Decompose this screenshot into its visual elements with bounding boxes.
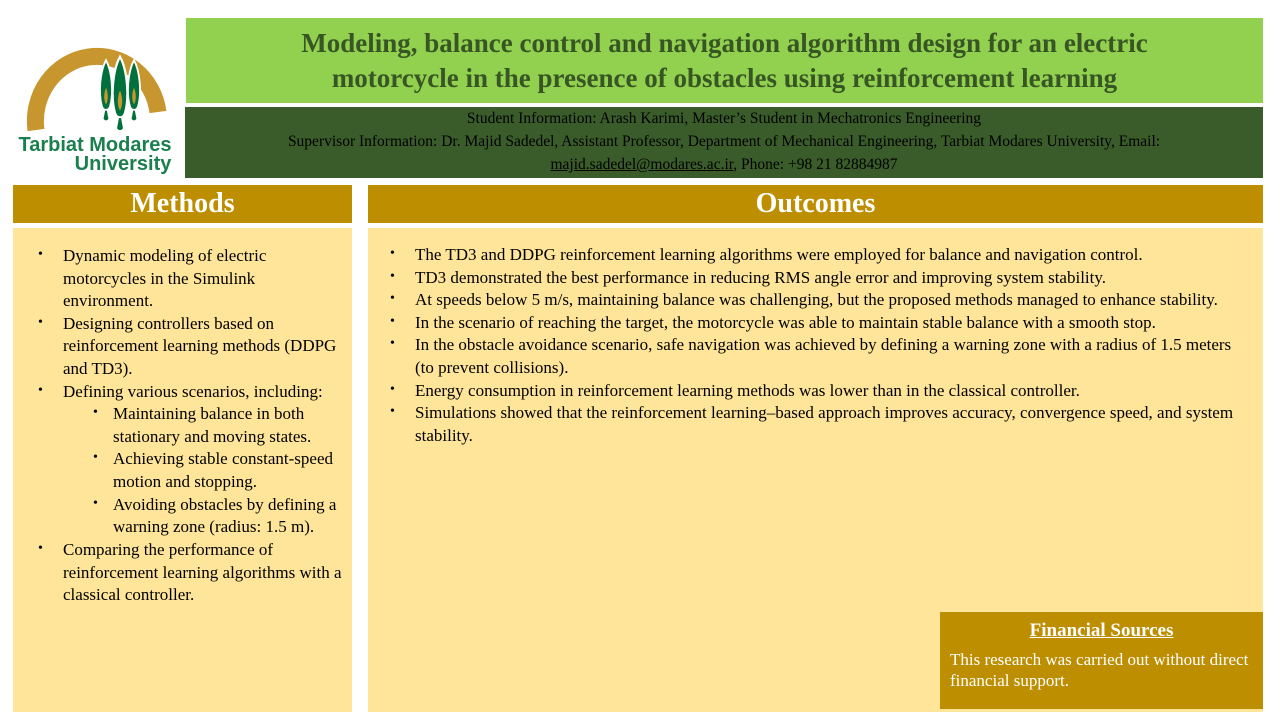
methods-item [38,539,344,607]
info-bar [185,107,1263,178]
bullet-icon: • [390,336,395,352]
methods-item [38,245,344,313]
bullet-icon: • [390,291,395,307]
methods-sub-item-text: Maintaining balance in both stationary and moving states. [113,404,312,446]
outcomes-item-text: The TD3 and DDPG reinforcement learning algorithms were employed for balance and navigation control. [415,245,1143,264]
supervisor-info-line: Supervisor Information: Dr. Majid Sadedel, Assistant Professor, Department of Mechanical Engineering, Tarbiat Modares University, Email: [287,133,1161,151]
bullet-icon: • [390,313,395,329]
contact-info-line [185,154,1263,177]
financial-sources-body: This research was carried out without direct financial support. [950,650,1249,691]
methods-item-text: Dynamic modeling of electric motorcycles in the Simulink environment. [63,246,267,311]
poster-title-bar [186,18,1263,103]
bullet-icon: • [93,495,98,511]
outcomes-item [390,312,1251,335]
bullet-icon: • [38,540,43,556]
bullet-icon: • [93,450,98,466]
outcomes-list [368,228,1263,447]
methods-panel [13,228,352,712]
bullet-icon: • [390,381,395,397]
methods-item-text: Designing controllers based on reinforcement learning methods (DDPG and TD3). [63,313,337,379]
outcomes-item-text: In the obstacle avoidance scenario, safe navigation was achieved by defining a warning zone with a radius of 1.5 meters (to prevent collisions). [415,335,1232,378]
bullet-icon: • [93,405,98,421]
methods-header-label: Methods [130,188,235,219]
bullet-icon: • [38,247,43,262]
methods-sub-item [93,494,344,539]
methods-item [38,313,344,381]
bullet-icon: • [390,246,395,261]
outcomes-header-label: Outcomes [755,188,876,219]
methods-sub-item-text: Avoiding obstacles by defining a warning zone (radius: 1.5 m). [113,494,337,537]
methods-item-text: Comparing the performance of reinforcement learning algorithms with a classical controller. [63,539,342,605]
outcomes-item [390,267,1251,290]
methods-header [13,185,352,223]
outcomes-item [390,244,1251,267]
poster-title-line2: motorcycle in the presence of obstacles using reinforcement learning [331,62,1118,93]
poster-title-line1: Modeling, balance control and navigation algorithm design for an electric [301,27,1148,58]
outcomes-item-text: At speeds below 5 m/s, maintaining balance was challenging, but the proposed methods managed to enhance stability. [415,290,1218,310]
financial-sources-box [940,612,1263,709]
outcomes-item [390,334,1251,379]
tarbiat-modares-logo-icon [10,8,182,180]
bullet-icon: • [390,404,395,420]
methods-item-text: Defining various scenarios, including: [63,381,323,401]
outcomes-item-text: In the scenario of reaching the target, the motorcycle was able to maintain stable balance with a smooth stop. [415,312,1156,332]
methods-item [38,381,344,539]
outcomes-item-text: Energy consumption in reinforcement learning methods was lower than in the classical controller. [415,380,1080,400]
outcomes-item [390,289,1251,312]
outcomes-item [390,402,1251,447]
outcomes-item-text: TD3 demonstrated the best performance in reducing RMS angle error and improving system stability. [415,267,1107,287]
student-info-line: Student Information: Arash Karimi, Master’s Student in Mechatronics Engineering [466,110,982,128]
logo-text-line2: University [74,153,172,175]
methods-sub-item-text: Achieving stable constant-speed motion and stopping. [113,449,333,492]
methods-list [13,228,352,607]
university-logo [10,8,182,180]
methods-sub-item [93,403,344,448]
outcomes-header [368,185,1263,223]
methods-sub-item [93,448,344,493]
outcomes-item-text: Simulations showed that the reinforcement learning–based approach improves accuracy, convergence speed, and system stability. [415,403,1234,445]
bullet-icon: • [390,268,395,284]
phone-text: , Phone: +98 21 82884987 [733,155,898,173]
bullet-icon: • [38,314,43,330]
bullet-icon: • [38,382,43,398]
outcomes-item [390,380,1251,403]
email-link[interactable]: majid.sadedel@modares.ac.ir [550,155,734,173]
financial-sources-title: Financial Sources [1029,620,1174,641]
methods-sublist [93,403,344,539]
logo-text-line1: Tarbiat Modares [18,134,172,156]
